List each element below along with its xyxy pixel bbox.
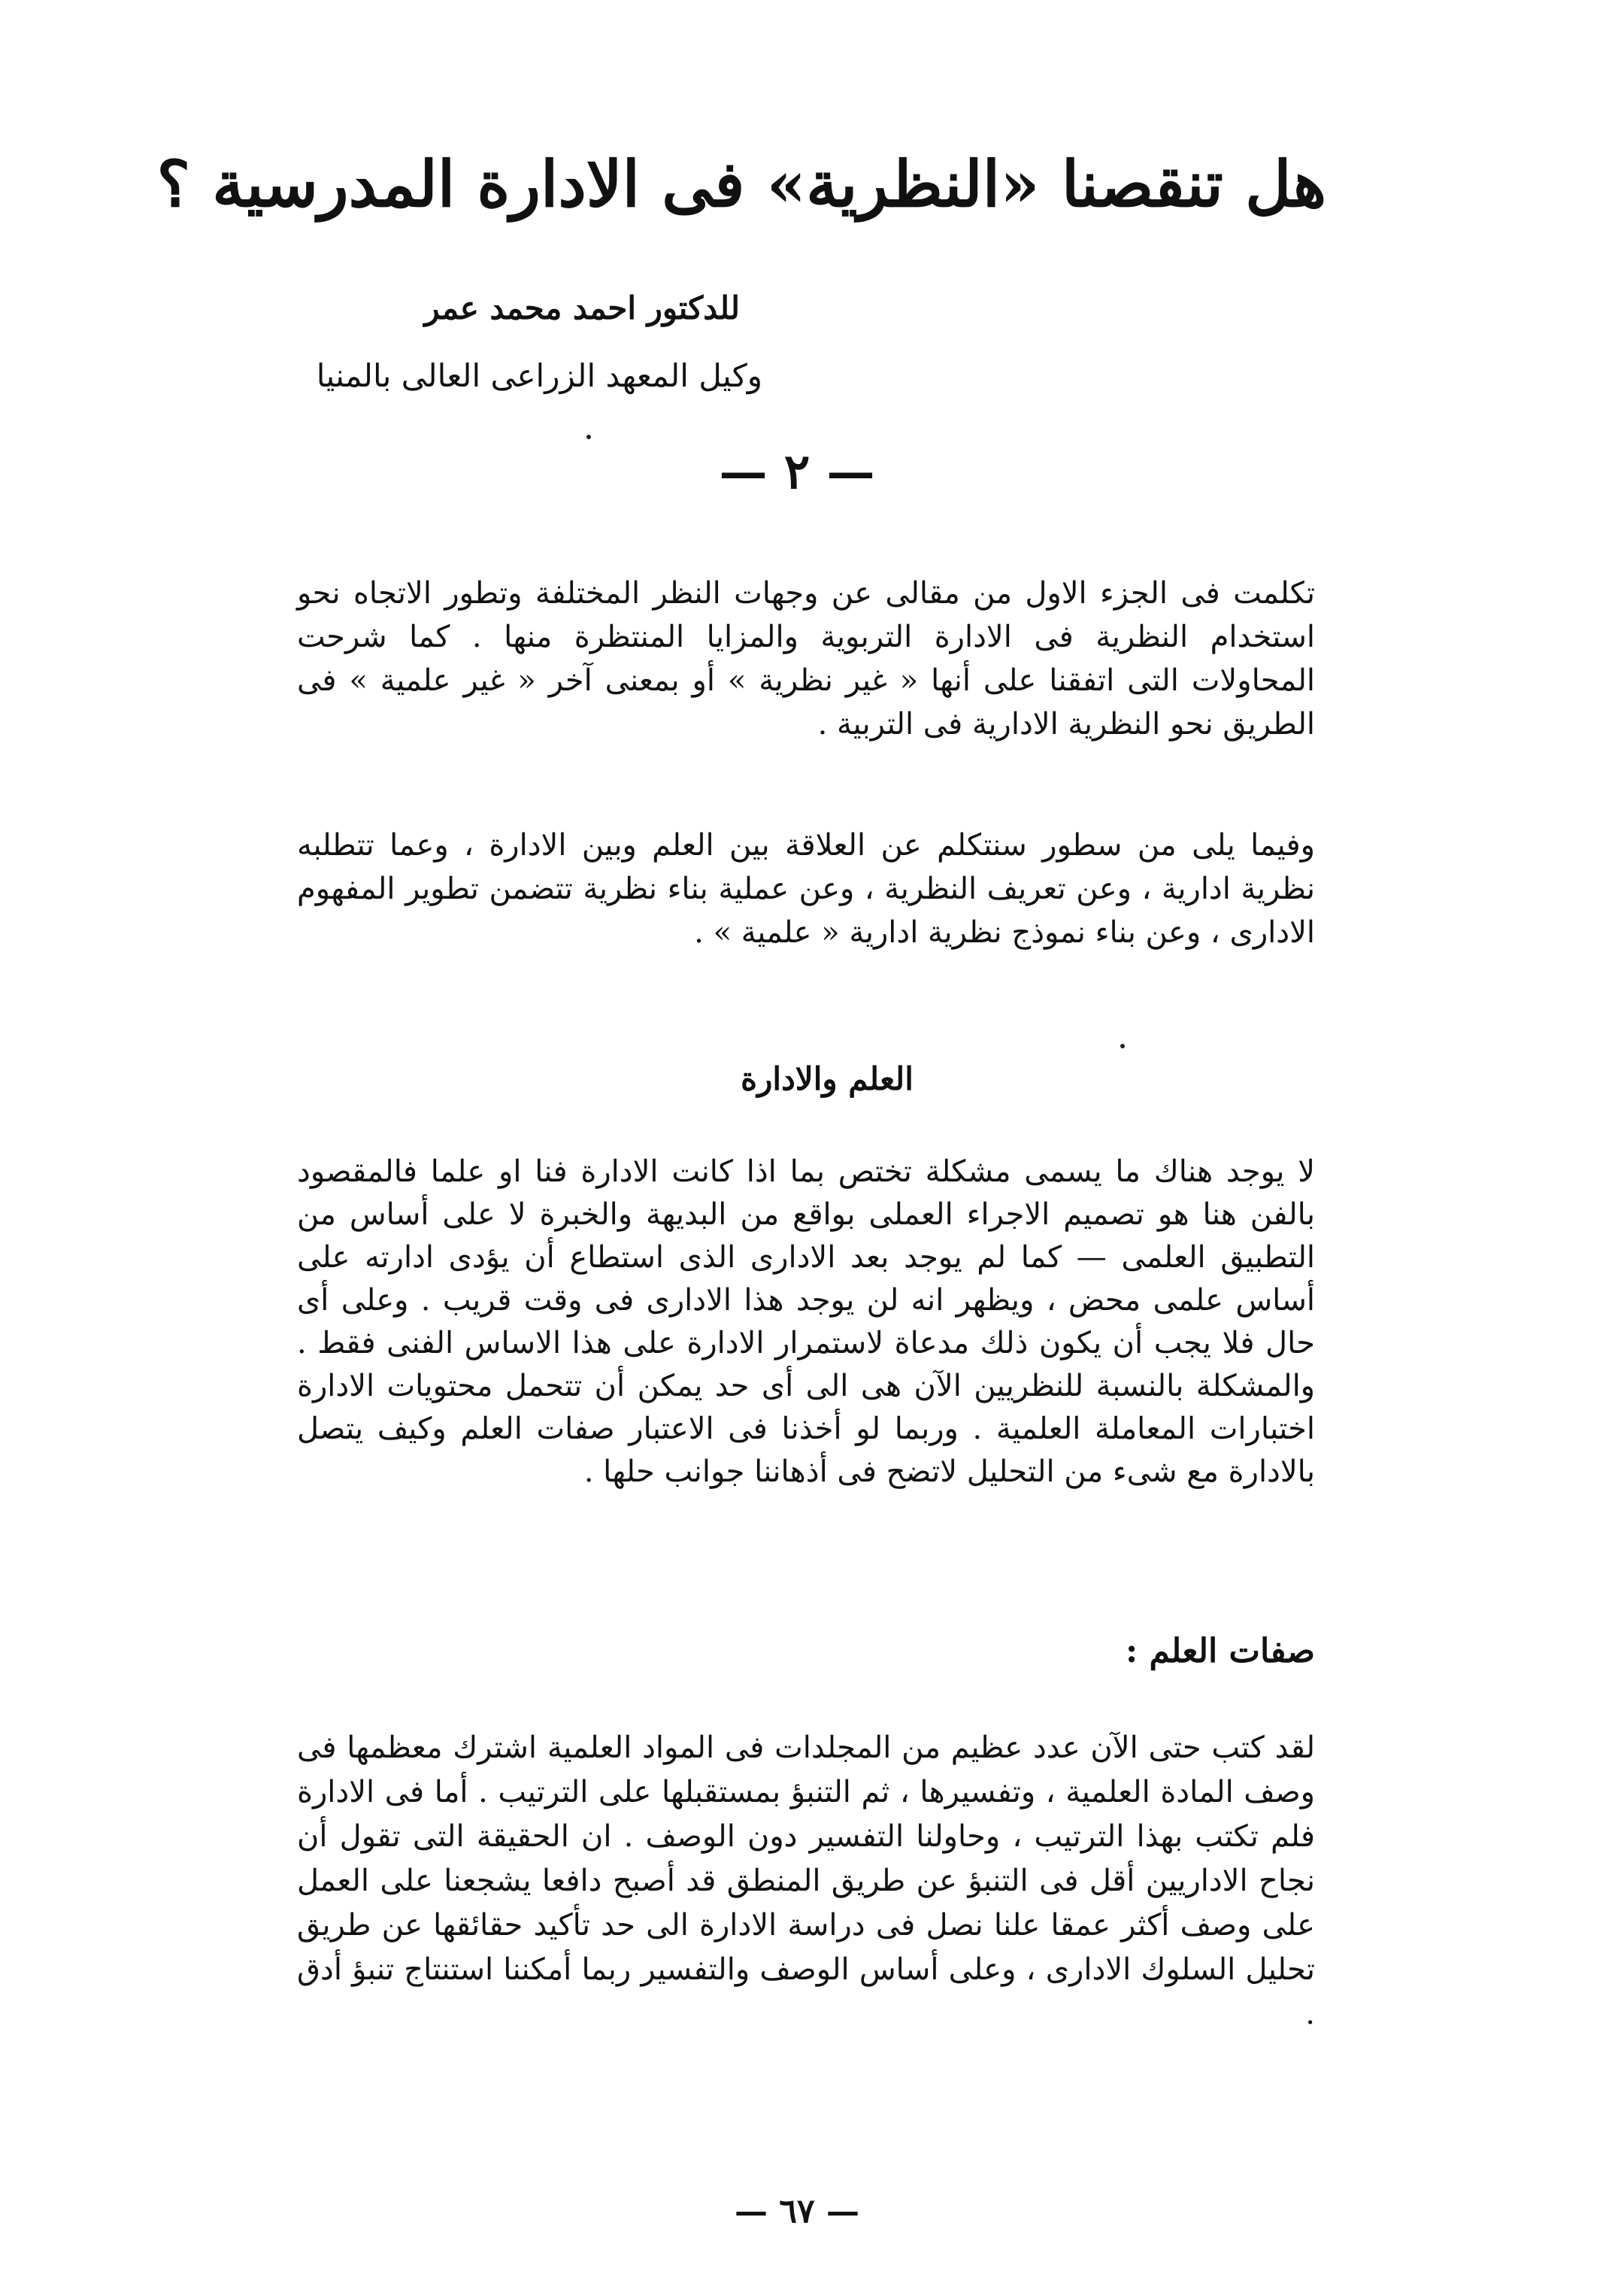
section-heading-traits-of-science: صفات العلم : xyxy=(1125,1632,1315,1670)
scan-speck xyxy=(586,435,591,439)
part-number: — ٢ — xyxy=(719,444,875,500)
section-heading-science-and-administration: العلم والادارة xyxy=(741,1060,914,1097)
intro-paragraph-2: وفيما يلى من سطور سنتكلم عن العلاقة بين العلم وبين الادارة ، وعما تتطلبه نظرية ادارية ، وعن تعريف النظرية ، وعن عملية بناء نظرية تتضمن تطوير المفهوم الادارى ، وعن بناء نموذج نظرية ادارية « علمية » . xyxy=(297,828,1315,950)
science-traits-paragraph: لقد كتب حتى الآن عدد عظيم من المجلدات فى المواد العلمية اشترك معظمها فى وصف المادة العلمية ، وتفسيرها ، ثم التنبؤ بمستقبلها على الترتيب . أما فى الادارة فلم تكتب بهذا الترتيب ، وحاولنا التفسير دون الوصف . ان الحقيقة التى تقول أن نجاح الاداريين أقل فى التنبؤ عن طريق المنطق قد أصبح دافعا يشجعنا على العمل على وصف أكثر عمقا علنا نصل فى دراسة الادارة الى حد تأكيد حقائقها عن طريق تحليل السلوك الادارى ، وعلى أساس الوصف والتفسير ربما أمكننا استنتاج تنبؤ أدق . xyxy=(297,1730,1315,2031)
article-title: هل تنقصنا «النظرية» فى الادارة المدرسية ؟ xyxy=(156,147,1326,221)
author-affiliation: وكيل المعهد الزراعى العالى بالمنيا xyxy=(316,357,762,394)
page-number: — ٦٧ — xyxy=(735,2192,859,2231)
author-name: للدكتور احمد محمد عمر xyxy=(424,290,740,326)
intro-paragraph-1: تكلمت فى الجزء الاول من مقالى عن وجهات النظر المختلفة وتطور الاتجاه نحو استخدام النظرية فى الادارة التربوية والمزايا المنتظرة منها . كما شرحت المحاولات التى اتفقنا على أنها « غير نظرية » أو بمعنى آخر « غير علمية » فى الطريق نحو النظرية الادارية فى التربية . xyxy=(297,576,1315,742)
science-administration-paragraph: لا يوجد هناك ما يسمى مشكلة تختص بما اذا كانت الادارة فنا او علما فالمقصود بالفن هنا هو تصميم الاجراء العملى بواقع من البديهة والخبرة لا على أساس من التطبيق العلمى — كما لم يوجد بعد الادارى الذى استطاع أن يؤدى ادارته على أساس علمى محض ، ويظهر انه لن يوجد هذا الادارى فى وقت قريب . وعلى أى حال فلا يجب أن يكون ذلك مدعاة لاستمرار الادارة على هذا الاساس الفنى فقط . والمشكلة بالنسبة للنظريين الآن هى الى أى حد يمكن أن تتحمل محتويات الادارة اختبارات المعاملة العلمية . وربما لو أخذنا فى الاعتبار صفات العلم وكيف يتصل بالادارة مع شىء من التحليل لاتضح فى أذهاننا جوانب حلها . xyxy=(297,1154,1315,1489)
scan-speck xyxy=(1120,1044,1125,1048)
